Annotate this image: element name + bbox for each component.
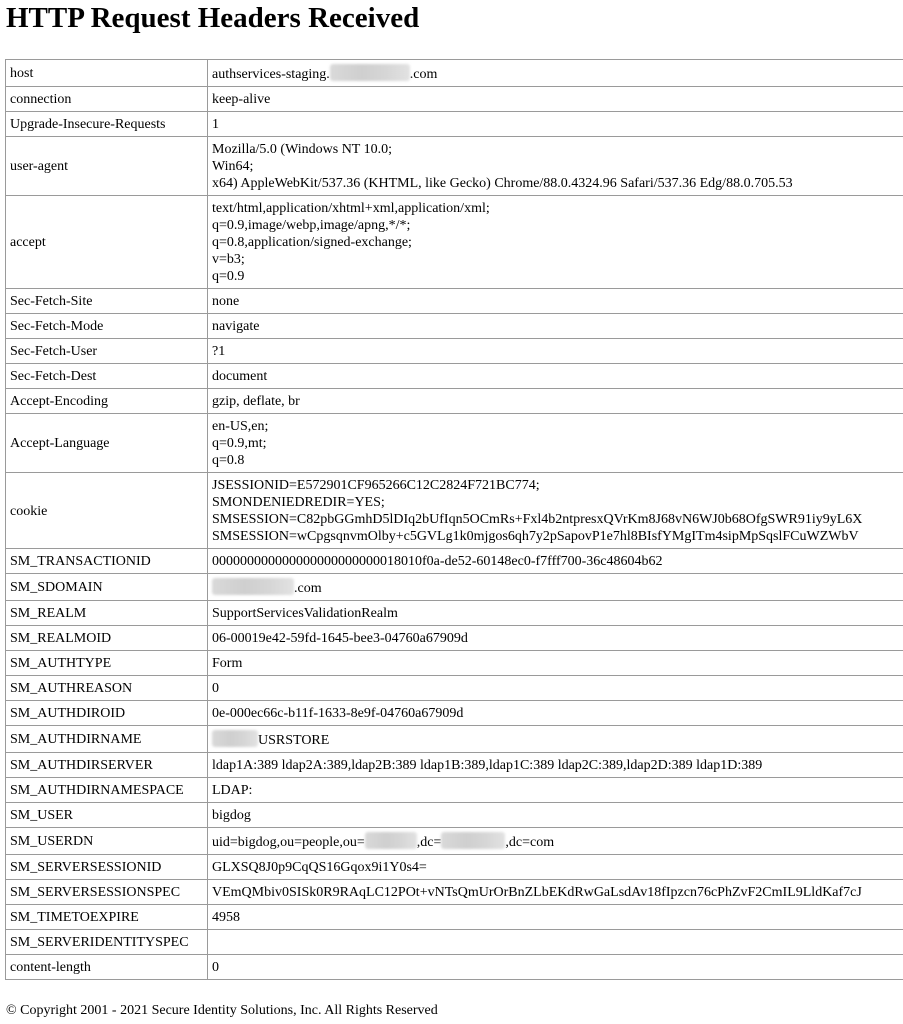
header-row xyxy=(6,314,903,339)
header-value xyxy=(208,651,903,676)
header-value-segment: ldap1A:389 ldap2A:389,ldap2B:389 ldap1B:389,ldap1C:389 ldap2C:389,ldap2D:389 ldap1D:389 xyxy=(212,758,763,773)
header-row xyxy=(6,87,903,112)
header-value-line: q=0.8,application/signed-exchange; xyxy=(212,235,412,250)
header-name: SM_REALMOID xyxy=(6,626,208,651)
header-row xyxy=(6,473,903,549)
header-name: SM_SERVERIDENTITYSPEC xyxy=(6,930,208,955)
header-value-segment: 0 xyxy=(212,960,219,975)
header-value-segment: ,dc= xyxy=(416,835,442,850)
header-row xyxy=(6,289,903,314)
header-value xyxy=(208,196,903,289)
header-row xyxy=(6,112,903,137)
header-value-segment: .com xyxy=(294,581,322,596)
header-row xyxy=(6,676,903,701)
header-value-segment: VEmQMbiv0SISk0R9RAqLC12POt+vNTsQmUrOrBnZLbEKdRwGaLsdAv18fIpzcn76cPhZvF2CmIL9LldKaf7cJ xyxy=(212,885,862,900)
header-value-segment: document xyxy=(212,369,268,384)
header-value xyxy=(208,955,903,980)
header-value-line: q=0.9,image/webp,image/apng,*/*; xyxy=(212,218,411,233)
header-value xyxy=(208,828,903,855)
header-name: SM_AUTHREASON xyxy=(6,676,208,701)
header-value-segment: 1 xyxy=(212,117,219,132)
header-value xyxy=(208,339,903,364)
header-value-line: q=0.9 xyxy=(212,269,245,284)
header-value xyxy=(208,112,903,137)
header-name: SM_SDOMAIN xyxy=(6,574,208,601)
header-value-segment: bigdog xyxy=(212,808,251,823)
header-value-segment: LDAP: xyxy=(212,783,253,798)
header-row xyxy=(6,389,903,414)
header-value xyxy=(208,880,903,905)
header-value-segment: gzip, deflate, br xyxy=(212,394,300,409)
redacted-text xyxy=(365,832,417,849)
header-name: Sec-Fetch-Site xyxy=(6,289,208,314)
header-row xyxy=(6,339,903,364)
header-value xyxy=(208,905,903,930)
header-name: SM_AUTHDIRNAMESPACE xyxy=(6,778,208,803)
header-row xyxy=(6,930,903,955)
header-row xyxy=(6,364,903,389)
header-row xyxy=(6,626,903,651)
header-value-line: text/html,application/xhtml+xml,application/xml; xyxy=(212,201,490,216)
header-value xyxy=(208,414,903,473)
header-value-line: q=0.8 xyxy=(212,453,245,468)
header-value-segment: none xyxy=(212,294,240,309)
header-value-segment: Form xyxy=(212,656,243,671)
header-value xyxy=(208,803,903,828)
header-value xyxy=(208,549,903,574)
header-value-line: Mozilla/5.0 (Windows NT 10.0; xyxy=(212,142,392,157)
header-value-line: q=0.9,mt; xyxy=(212,436,267,451)
header-name: Accept-Language xyxy=(6,414,208,473)
header-name: Accept-Encoding xyxy=(6,389,208,414)
header-value-segment: uid=bigdog,ou=people,ou= xyxy=(212,835,365,850)
header-value xyxy=(208,314,903,339)
header-row xyxy=(6,196,903,289)
header-value-segment: 000000000000000000000000018010f0a-de52-60148ec0-f7fff700-36c48604b62 xyxy=(212,554,663,569)
redacted-text xyxy=(212,730,258,747)
header-name: SM_AUTHTYPE xyxy=(6,651,208,676)
header-value-segment: ,dc=com xyxy=(505,835,555,850)
header-row xyxy=(6,549,903,574)
header-row xyxy=(6,137,903,196)
header-value-segment: 0e-000ec66c-b11f-1633-8e9f-04760a67909d xyxy=(212,706,464,721)
header-value-segment: USRSTORE xyxy=(258,733,330,748)
header-value xyxy=(208,389,903,414)
header-value-segment: navigate xyxy=(212,319,260,334)
header-name: cookie xyxy=(6,473,208,549)
header-value xyxy=(208,289,903,314)
header-row xyxy=(6,855,903,880)
header-row xyxy=(6,574,903,601)
header-value-segment: SupportServicesValidationRealm xyxy=(212,606,398,621)
header-value xyxy=(208,726,903,753)
header-value-line: x64) AppleWebKit/537.36 (KHTML, like Gecko) Chrome/88.0.4324.96 Safari/537.36 Edg/88.0.705.53 xyxy=(212,176,793,191)
header-name: user-agent xyxy=(6,137,208,196)
header-row xyxy=(6,601,903,626)
headers-table xyxy=(5,59,903,980)
header-name: SM_AUTHDIRSERVER xyxy=(6,753,208,778)
header-row xyxy=(6,753,903,778)
header-value xyxy=(208,676,903,701)
header-row xyxy=(6,828,903,855)
header-value xyxy=(208,364,903,389)
header-name: connection xyxy=(6,87,208,112)
header-value-segment: ?1 xyxy=(212,344,226,359)
header-name: SM_USERDN xyxy=(6,828,208,855)
header-value xyxy=(208,778,903,803)
header-row xyxy=(6,60,903,87)
header-value-segment: 06-00019e42-59fd-1645-bee3-04760a67909d xyxy=(212,631,468,646)
header-value-segment: keep-alive xyxy=(212,92,271,107)
header-row xyxy=(6,880,903,905)
header-value xyxy=(208,473,903,549)
copyright-footer: © Copyright 2001 - 2021 Secure Identity Solutions, Inc. All Rights Reserved xyxy=(6,1003,438,1018)
header-name: SM_REALM xyxy=(6,601,208,626)
redacted-text xyxy=(441,832,505,849)
header-value-segment: authservices-staging. xyxy=(212,67,330,82)
header-name: content-length xyxy=(6,955,208,980)
header-value-line: SMSESSION=C82pbGGmhD5lDIq2bUfIqn5OCmRs+Fxl4b2ntpresxQVrKm8J68vN6WJ0b68OfgSWR91iy9yL6X xyxy=(212,512,863,527)
header-row xyxy=(6,778,903,803)
header-name: Sec-Fetch-User xyxy=(6,339,208,364)
header-name: SM_USER xyxy=(6,803,208,828)
redacted-text xyxy=(330,64,410,81)
header-row xyxy=(6,701,903,726)
header-value xyxy=(208,574,903,601)
header-name: SM_AUTHDIRNAME xyxy=(6,726,208,753)
header-name: SM_TIMETOEXPIRE xyxy=(6,905,208,930)
header-value-segment: 4958 xyxy=(212,910,240,925)
header-value-line: v=b3; xyxy=(212,252,245,267)
header-name: SM_AUTHDIROID xyxy=(6,701,208,726)
header-value-line: JSESSIONID=E572901CF965266C12C2824F721BC774; xyxy=(212,478,540,493)
page-title: HTTP Request Headers Received xyxy=(6,2,420,34)
header-name: Sec-Fetch-Dest xyxy=(6,364,208,389)
header-value-line: Win64; xyxy=(212,159,254,174)
header-value-segment: 0 xyxy=(212,681,219,696)
header-row xyxy=(6,726,903,753)
header-name: SM_SERVERSESSIONSPEC xyxy=(6,880,208,905)
header-value-line: SMSESSION=wCpgsqnvmOlby+c5GVLg1k0mjgos6qh7y2pSapovP1e7hl8BIsfYMgITm4sipMpSqslFCuWZWbV xyxy=(212,529,859,544)
header-value-segment: .com xyxy=(409,67,438,82)
redacted-text xyxy=(212,578,294,595)
header-value xyxy=(208,601,903,626)
header-value xyxy=(208,855,903,880)
header-value-segment: GLXSQ8J0p9CqQS16Gqox9i1Y0s4= xyxy=(212,860,427,875)
header-row xyxy=(6,651,903,676)
header-name: SM_TRANSACTIONID xyxy=(6,549,208,574)
header-name: SM_SERVERSESSIONID xyxy=(6,855,208,880)
header-value xyxy=(208,626,903,651)
header-value xyxy=(208,87,903,112)
header-row xyxy=(6,414,903,473)
header-value xyxy=(208,930,903,955)
header-name: host xyxy=(6,60,208,87)
header-name: Sec-Fetch-Mode xyxy=(6,314,208,339)
header-row xyxy=(6,905,903,930)
header-value xyxy=(208,60,903,87)
header-value xyxy=(208,701,903,726)
header-value xyxy=(208,753,903,778)
header-row xyxy=(6,803,903,828)
header-value xyxy=(208,137,903,196)
header-name: accept xyxy=(6,196,208,289)
header-name: Upgrade-Insecure-Requests xyxy=(6,112,208,137)
header-row xyxy=(6,955,903,980)
header-value-line: en-US,en; xyxy=(212,419,269,434)
header-value-line: SMONDENIEDREDIR=YES; xyxy=(212,495,385,510)
